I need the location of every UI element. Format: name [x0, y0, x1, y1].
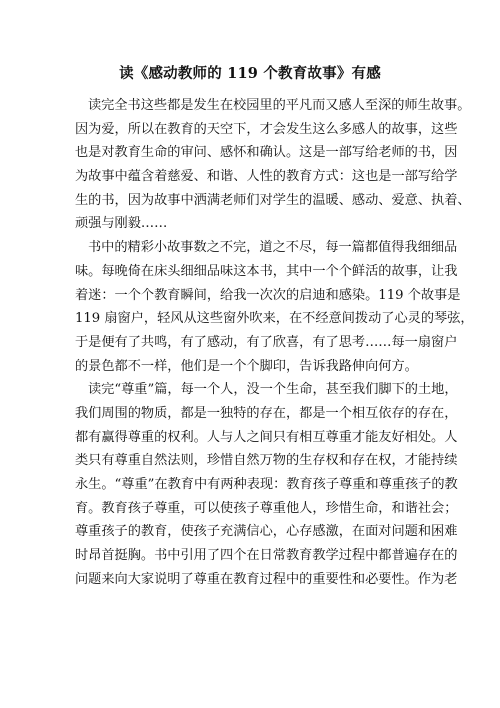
paragraph-1-line-5: 生的书，因为故事中洒满老师们对学生的温暖、感动、爱意、执着、	[75, 192, 471, 208]
paragraph-3-line-4: 类只有尊重自然法则，珍惜自然万物的生存权和存在权，才能持续	[75, 453, 458, 469]
paragraph-1-line-3: 也是对教育生命的审问、感怀和确认。这是一部写给老师的书，因	[75, 145, 458, 161]
paragraph-2-line-5: 于是便有了共鸣，有了感动，有了欣喜，有了思考……每一扇窗户	[75, 334, 458, 350]
document-title: 读《感动教师的 119 个教育故事》有感	[119, 65, 381, 82]
paragraph-2-line-4: 119 扇窗户，轻风从这些窗外吹来，在不经意间拨动了心灵的琴弦，	[75, 311, 474, 327]
paragraph-1-line-1: 读完全书这些都是发生在校园里的平凡而又感人至深的师生故事。	[88, 98, 471, 113]
paragraph-3-line-6: 育。教育孩子尊重，可以使孩子尊重他人，珍惜生命，和谐社会；	[75, 500, 458, 516]
paragraph-3-line-7: 尊重孩子的教育，使孩子充满信心，心存感激，在面对问题和困难	[75, 524, 458, 540]
paragraph-2-line-3: 着迷：一个个教育瞬间，给我一次次的启迪和感染。119 个故事是	[75, 287, 461, 303]
paragraph-2-line-1: 书中的精彩小故事数之不完，道之不尽，每一篇都值得我细细品	[88, 240, 458, 256]
document-body	[75, 94, 474, 591]
paragraph-3-line-2: 我们周围的物质，都是一独特的存在，都是一个相互依存的存在，	[75, 405, 458, 421]
paragraph-1-line-6: 顽强与刚毅……	[75, 216, 168, 232]
paragraph-1-line-4: 为故事中蕴含着慈爱、和谐、人性的教育方式：这也是一部写给学	[75, 169, 458, 185]
paragraph-3-line-9: 问题来向大家说明了尊重在教育过程中的重要性和必要性。作为老	[75, 571, 458, 587]
paragraph-2-line-2: 味。每晚倚在床头细细品味这本书，其中一个个鲜活的故事，让我	[75, 263, 458, 279]
paragraph-1-line-2: 因为爱，所以在教育的天空下，才会发生这么多感人的故事，这些	[75, 121, 458, 137]
paragraph-3-line-8: 时昂首挺胸。书中引用了四个在日常教育教学过程中都普遍存在的	[75, 548, 458, 564]
paragraph-2-line-6: 的景色都不一样，他们是一个个脚印，告诉我路伸向何方。	[75, 358, 418, 374]
paragraph-3-line-1: 读完“尊重”篇，每一个人，没一个生命，甚至我们脚下的土地，	[88, 382, 458, 398]
paragraph-3-line-3: 都有赢得尊重的权利。人与人之间只有相互尊重才能友好相处。人	[75, 429, 458, 445]
paragraph-3-line-5: 永生。“尊重”在教育中有两种表现：教育孩子尊重和尊重孩子的教	[75, 477, 458, 492]
